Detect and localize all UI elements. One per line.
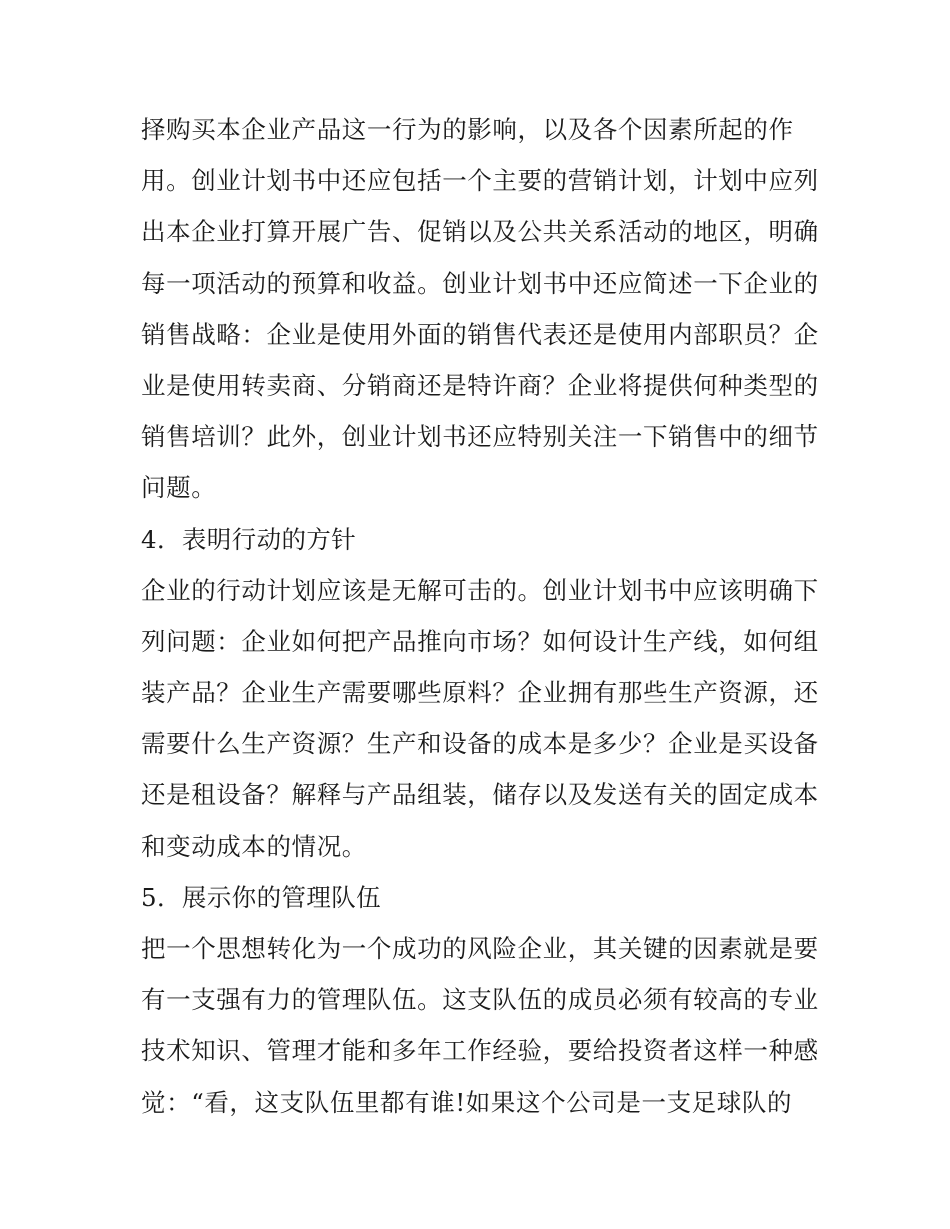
text-line: 问题。 <box>141 473 217 503</box>
text-line: 销售战略：企业是使用外面的销售代表还是使用内部职员？企 <box>141 319 819 349</box>
section-heading: 4．表明行动的方针 <box>141 524 357 554</box>
text-line: 销售培训？此外，创业计划书还应特别关注一下销售中的细节 <box>141 422 819 452</box>
text-line: 把一个思想转化为一个成功的风险企业，其关键的因素就是要 <box>141 934 819 963</box>
text-line: 每一项活动的预算和收益。创业计划书中还应简述一下企业的 <box>141 268 819 298</box>
text-line: 业是使用转卖商、分销商还是特许商？企业将提供何种类型的 <box>141 370 819 400</box>
text-line: 技术知识、管理才能和多年工作经验，要给投资者这样一种感 <box>141 1036 819 1066</box>
text-line: 觉：“看，这支队伍里都有谁!如果这个公司是一支足球队的 <box>141 1087 793 1117</box>
text-line: 还是租设备？解释与产品组装，储存以及发送有关的固定成本 <box>141 780 819 810</box>
text-line: 企业的行动计划应该是无解可击的。创业计划书中应该明确下 <box>141 575 819 605</box>
section-heading: 5．展示你的管理队伍 <box>141 882 382 912</box>
document-body <box>141 104 821 1128</box>
text-line: 择购买本企业产品这一行为的影响，以及各个因素所起的作 <box>141 115 794 144</box>
text-line: 和变动成本的情况。 <box>141 831 367 861</box>
text-line: 用。创业计划书中还应包括一个主要的营销计划，计划中应列 <box>141 166 819 196</box>
text-line: 列问题：企业如何把产品推向市场？如何设计生产线，如何组 <box>141 626 819 656</box>
text-line: 需要什么生产资源？生产和设备的成本是多少？企业是买设备 <box>141 729 819 759</box>
text-line: 有一支强有力的管理队伍。这支队伍的成员必须有较高的专业 <box>141 985 819 1015</box>
text-line: 装产品？企业生产需要哪些原料？企业拥有那些生产资源，还 <box>141 678 819 708</box>
text-line: 出本企业打算开展广告、促销以及公共关系活动的地区，明确 <box>141 217 819 247</box>
